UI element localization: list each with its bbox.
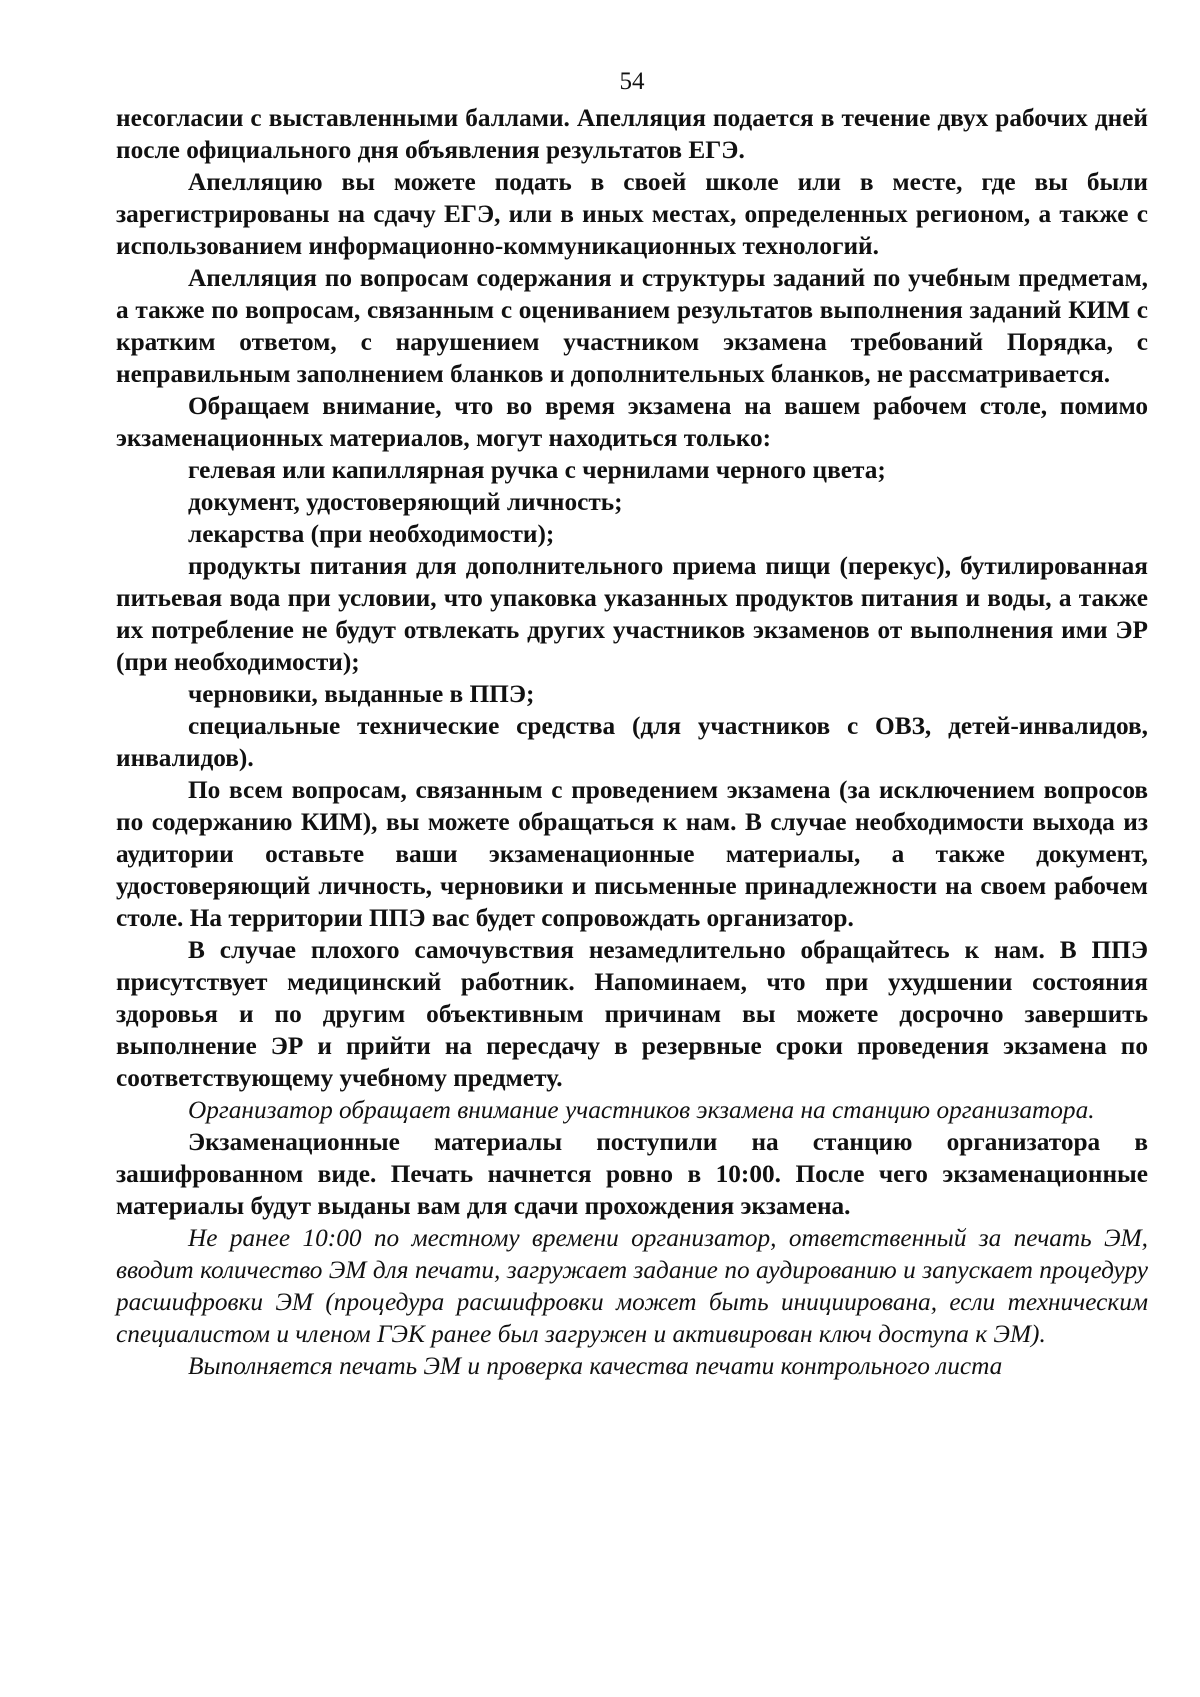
list-item-id-document: документ, удостоверяющий личность; bbox=[188, 488, 623, 516]
list-item-drafts: черновики, выданные в ППЭ; bbox=[188, 680, 535, 708]
paragraph-questions-leaving-room: По всем вопросам, связанным с проведением экзамена (за исключением вопросов по содержанию КИМ), вы можете обращаться к нам. В случае необходимости выхода из аудитории оставьте ваши экзаменационные материалы, а также документ, удостоверяющий личность, черновики и письменные принадлежности на своем рабочем столе. На территории ППЭ вас будет сопровождать организатор. bbox=[116, 776, 1148, 932]
document-page bbox=[116, 62, 1148, 1382]
paragraph-health: В случае плохого самочувствия незамедлительно обращайтесь к нам. В ППЭ присутствует медицинский работник. Напоминаем, что при ухудшении состояния здоровья и по другим объективным причинам вы можете досрочно завершить выполнение ЭР и прийти на пересдачу в резервные сроки проведения экзамена по соответствующему учебному предмету. bbox=[116, 936, 1148, 1092]
list-item-special-equipment: специальные технические средства (для участников с ОВЗ, детей-инвалидов, инвалидов). bbox=[116, 712, 1148, 772]
paragraph-appeal-not-considered: Апелляция по вопросам содержания и структуры заданий по учебным предметам, а также по вопросам, связанным с оцениванием результатов выполнения заданий КИМ с кратким ответом, с нарушением участником экзамена требований Порядка, с неправильным заполнением бланков и дополнительных бланков, не рассматривается. bbox=[116, 264, 1148, 388]
list-item-medicine: лекарства (при необходимости); bbox=[188, 520, 555, 548]
page-number: 54 bbox=[619, 68, 645, 95]
paragraph-appeal-deadline: несогласии с выставленными баллами. Апелляция подается в течение двух рабочих дней после официального дня объявления результатов ЕГЭ. bbox=[116, 104, 1148, 164]
paragraph-allowed-items-intro: Обращаем внимание, что во время экзамена на вашем рабочем столе, помимо экзаменационных материалов, могут находиться только: bbox=[116, 392, 1148, 452]
paragraph-appeal-where: Апелляцию вы можете подать в своей школе или в месте, где вы были зарегистрированы на сдачу ЕГЭ, или в иных местах, определенных регионом, а также с использованием информационно-коммуникационных технологий. bbox=[116, 168, 1148, 260]
paragraph-materials-encrypted: Экзаменационные материалы поступили на станцию организатора в зашифрованном виде. Печать начнется ровно в 10:00. После чего экзаменационные материалы будут выданы вам для сдачи прохождения экзамена. bbox=[116, 1128, 1148, 1220]
instruction-decryption: Не ранее 10:00 по местному времени организатор, ответственный за печать ЭМ, вводит количество ЭМ для печати, загружает задание по аудированию и запускает процедуру расшифровки ЭМ (процедура расшифровки может быть инициирована, если техническим специалистом и членом ГЭК ранее был загружен и активирован ключ доступа к ЭМ). bbox=[116, 1224, 1148, 1348]
list-item-pen: гелевая или капиллярная ручка с чернилами черного цвета; bbox=[188, 456, 886, 484]
instruction-printing: Выполняется печать ЭМ и проверка качества печати контрольного листа bbox=[188, 1352, 1003, 1380]
instruction-organizer-station: Организатор обращает внимание участников экзамена на станцию организатора. bbox=[188, 1096, 1095, 1124]
list-item-food-water: продукты питания для дополнительного приема пищи (перекус), бутилированная питьевая вода при условии, что упаковка указанных продуктов питания и воды, а также их потребление не будут отвлекать других участников экзаменов от выполнения ими ЭР (при необходимости); bbox=[116, 552, 1148, 676]
